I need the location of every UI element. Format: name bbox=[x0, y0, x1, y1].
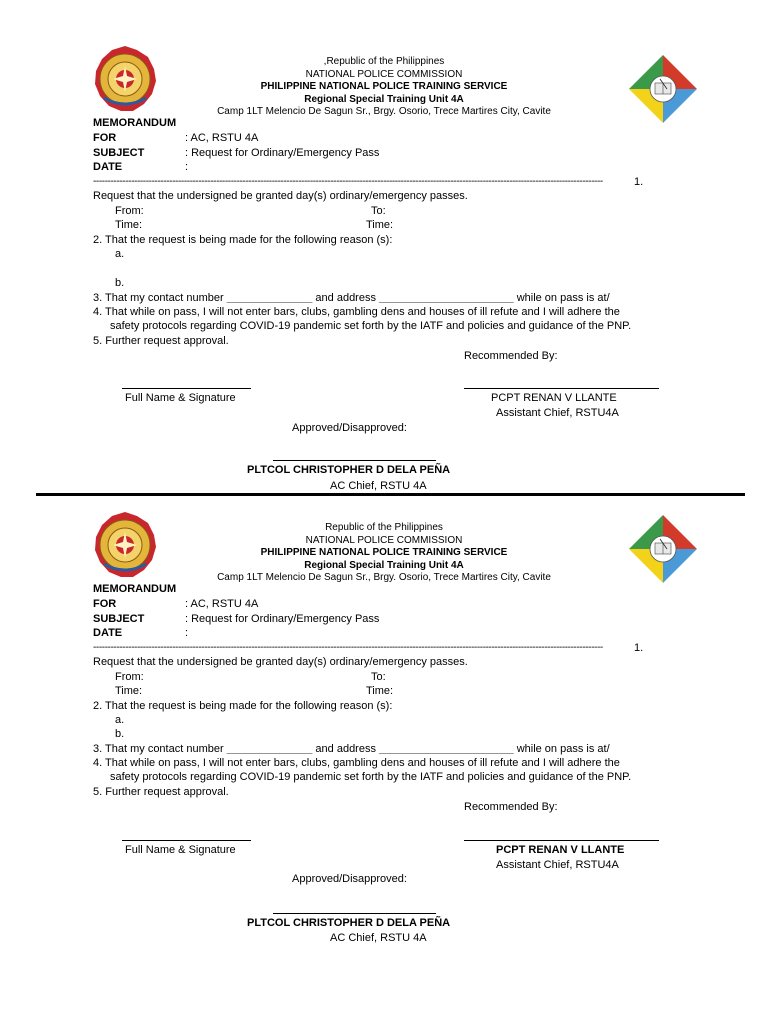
item-4-line-1: 4. That while on pass, I will not enter bars, clubs, gambling dens and houses of ill refute and I will adhere the bbox=[93, 757, 620, 769]
reason-a: a. bbox=[115, 714, 125, 726]
memorandum-form-top bbox=[0, 0, 768, 500]
item-2-reason: 2. That the request is being made for the following reason (s): bbox=[93, 700, 393, 712]
recommender-name: PCPT RENAN V LLANTE bbox=[496, 844, 625, 856]
item-3-contact bbox=[93, 292, 610, 304]
signature-line-approver bbox=[273, 913, 436, 914]
recommender-name: PCPT RENAN V LLANTE bbox=[491, 392, 617, 404]
memorandum-label: MEMORANDUM bbox=[93, 117, 177, 129]
signature-line-recommender bbox=[464, 840, 659, 841]
reason-b: b. bbox=[115, 277, 125, 289]
recommended-by-label: Recommended By: bbox=[464, 350, 558, 362]
service-line: PHILIPPINE NATIONAL POLICE TRAINING SERVICE bbox=[260, 81, 508, 93]
unit-line: Regional Special Training Unit 4A bbox=[304, 559, 464, 571]
request-line: Request that the undersigned be granted day(s) ordinary/emergency passes. bbox=[93, 190, 468, 202]
date-label: DATE bbox=[93, 627, 123, 639]
time-label-right: Time: bbox=[366, 219, 394, 231]
time-label-right: Time: bbox=[366, 685, 394, 697]
item-5: 5. Further request approval. bbox=[93, 335, 229, 347]
for-value: : AC, RSTU 4A bbox=[185, 598, 259, 610]
from-label: From: bbox=[115, 671, 144, 683]
signature-line-requester bbox=[122, 388, 251, 389]
memorandum-form-bottom bbox=[0, 466, 768, 966]
time-label-left: Time: bbox=[115, 219, 143, 231]
item-3-start: 3. That my contact number bbox=[93, 292, 224, 304]
approved-disapproved-label: Approved/Disapproved: bbox=[292, 422, 407, 434]
subject-label: SUBJECT bbox=[93, 613, 145, 625]
recommender-title: Assistant Chief, RSTU4A bbox=[496, 407, 619, 419]
contact-number-blank: ______________ bbox=[226, 292, 313, 304]
approver-title: AC Chief, RSTU 4A bbox=[330, 480, 427, 492]
letterhead bbox=[184, 522, 584, 585]
to-label: To: bbox=[371, 205, 386, 217]
item-2-reason: 2. That the request is being made for the following reason (s): bbox=[93, 234, 393, 246]
rstu-diamond-emblem-icon bbox=[627, 513, 699, 585]
item-3-end: while on pass is at/ bbox=[516, 292, 610, 304]
time-label-left: Time: bbox=[115, 685, 143, 697]
rstu-diamond-emblem-icon bbox=[627, 53, 699, 125]
reason-a: a. bbox=[115, 248, 125, 260]
item-5: 5. Further request approval. bbox=[93, 786, 229, 798]
signature-line-recommender bbox=[464, 388, 659, 389]
service-line: PHILIPPINE NATIONAL POLICE TRAINING SERVICE bbox=[260, 547, 508, 559]
address-line: Camp 1LT Melencio De Sagun Sr., Brgy. Osorio, Trece Martires City, Cavite bbox=[217, 106, 551, 118]
date-value: : bbox=[185, 627, 189, 639]
date-label: DATE bbox=[93, 161, 123, 173]
item-3-mid: and address bbox=[315, 292, 376, 304]
to-label: To: bbox=[371, 671, 386, 683]
republic-line: ,Republic of the Philippines bbox=[323, 56, 445, 67]
signature-line-requester bbox=[122, 840, 251, 841]
subject-label: SUBJECT bbox=[93, 147, 145, 159]
recommended-by-label: Recommended By: bbox=[464, 801, 558, 813]
full-name-signature-label: Full Name & Signature bbox=[125, 844, 236, 856]
full-name-signature-label: Full Name & Signature bbox=[125, 392, 236, 404]
approver-name: PLTCOL CHRISTOPHER D DELA PEÑA bbox=[247, 464, 451, 476]
item-number-1: 1. bbox=[634, 176, 644, 188]
subject-value: : Request for Ordinary/Emergency Pass bbox=[185, 613, 380, 625]
item-3-mid: and address bbox=[315, 743, 376, 755]
item-3-end: while on pass is at/ bbox=[516, 743, 610, 755]
reason-b: b. bbox=[115, 728, 125, 740]
commission-line: NATIONAL POLICE COMMISSION bbox=[305, 68, 463, 80]
for-value: : AC, RSTU 4A bbox=[185, 132, 259, 144]
address-blank: ______________________ bbox=[379, 292, 514, 304]
approved-disapproved-label: Approved/Disapproved: bbox=[292, 873, 407, 885]
commission-line: NATIONAL POLICE COMMISSION bbox=[305, 534, 463, 546]
signature-line-approver bbox=[273, 460, 436, 461]
for-label: FOR bbox=[93, 598, 117, 610]
address-blank: ______________________ bbox=[379, 743, 514, 755]
item-4-line-1: 4. That while on pass, I will not enter bars, clubs, gambling dens and houses of ill refute and I will adhere the bbox=[93, 306, 620, 318]
dash-divider: ------------------------------------------------------------------------------------------------------------------------------------------------------------------------------ bbox=[93, 642, 603, 653]
pnp-training-service-seal-icon bbox=[92, 44, 158, 114]
item-3-start: 3. That my contact number bbox=[93, 743, 224, 755]
dash-divider: ------------------------------------------------------------------------------------------------------------------------------------------------------------------------------ bbox=[93, 176, 603, 187]
letterhead bbox=[184, 56, 584, 119]
memorandum-label: MEMORANDUM bbox=[93, 583, 177, 595]
request-line: Request that the undersigned be granted day(s) ordinary/emergency passes. bbox=[93, 656, 468, 668]
address-line: Camp 1LT Melencio De Sagun Sr., Brgy. Osorio, Trece Martires City, Cavite bbox=[217, 572, 551, 584]
republic-line: Republic of the Philippines bbox=[325, 522, 443, 533]
for-label: FOR bbox=[93, 132, 117, 144]
recommender-title: Assistant Chief, RSTU4A bbox=[496, 859, 619, 871]
item-4-line-2: safety protocols regarding COVID-19 pandemic set forth by the IATF and policies and guidance of the PNP. bbox=[110, 320, 632, 332]
contact-number-blank: ______________ bbox=[226, 743, 313, 755]
approver-title: AC Chief, RSTU 4A bbox=[330, 932, 427, 944]
item-3-contact bbox=[93, 743, 610, 755]
unit-line: Regional Special Training Unit 4A bbox=[304, 93, 464, 105]
item-number-1: 1. bbox=[634, 642, 644, 654]
date-value: : bbox=[185, 161, 189, 173]
approver-name: PLTCOL CHRISTOPHER D DELA PEÑA bbox=[247, 917, 451, 929]
pnp-training-service-seal-icon bbox=[92, 510, 158, 580]
item-4-line-2: safety protocols regarding COVID-19 pandemic set forth by the IATF and policies and guidance of the PNP. bbox=[110, 771, 632, 783]
subject-value: : Request for Ordinary/Emergency Pass bbox=[185, 147, 380, 159]
from-label: From: bbox=[115, 205, 144, 217]
